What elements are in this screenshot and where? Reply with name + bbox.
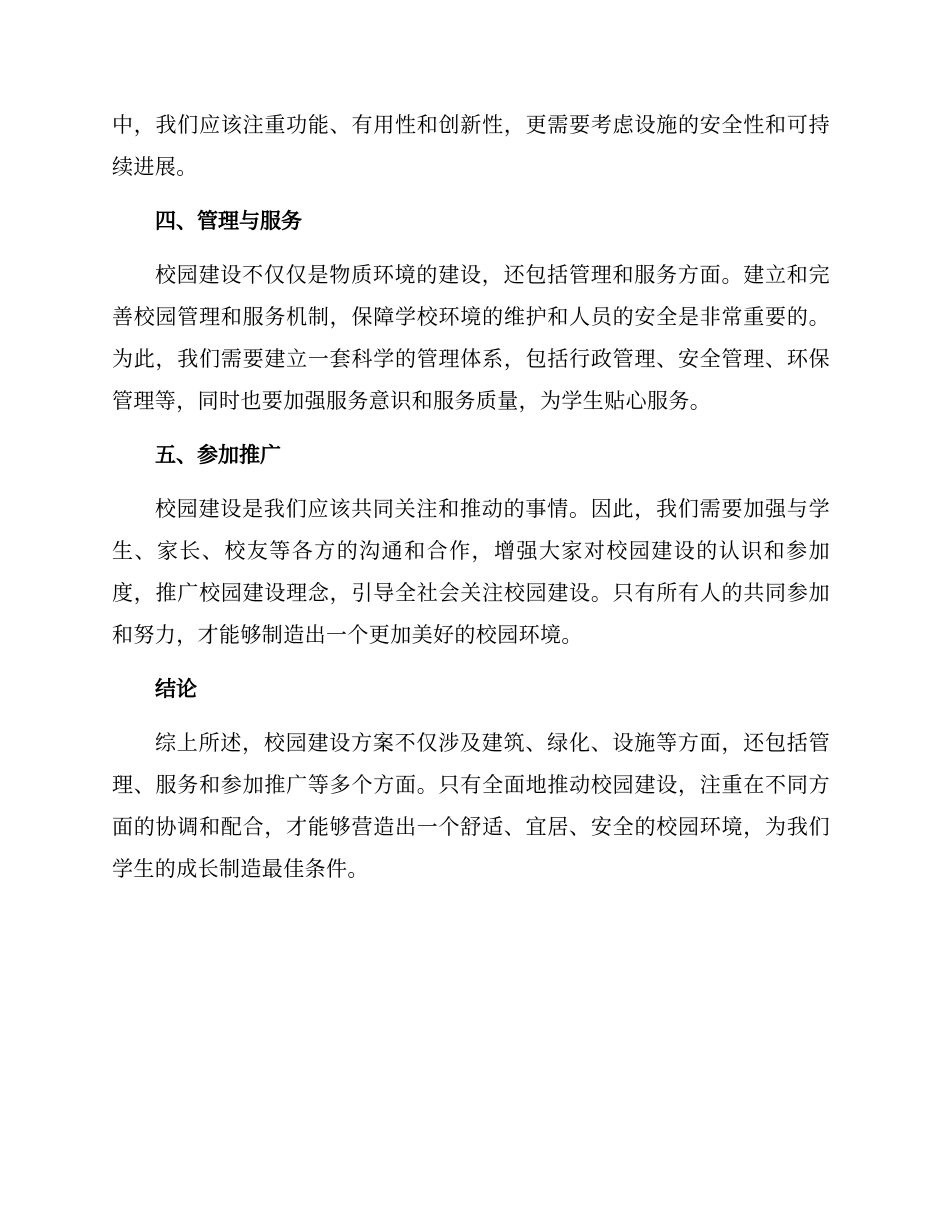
paragraph-management-service: 校园建设不仅仅是物质环境的建设，还包括管理和服务方面。建立和完善校园管理和服务机制，保障学校环境的维护和人员的安全是非常重要的。为此，我们需要建立一套科学的管理体系，包括行政管理、安全管理、环保管理等，同时也要加强服务意识和服务质量，为学生贴心服务。 xyxy=(112,263,830,413)
paragraph-conclusion: 综上所述，校园建设方案不仅涉及建筑、绿化、设施等方面，还包括管理、服务和参加推广等多个方面。只有全面地推动校园建设，注重在不同方面的协调和配合，才能够营造出一个舒适、宜居、安全的校园环境，为我们学生的成长制造最佳条件。 xyxy=(112,731,830,881)
section-heading-conclusion: 结论 xyxy=(155,677,197,701)
section-heading-management-service: 四、管理与服务 xyxy=(155,209,302,233)
paragraph-continued-facilities: 中，我们应该注重功能、有用性和创新性，更需要考虑设施的安全性和可持续进展。 xyxy=(112,113,830,179)
document-body xyxy=(112,104,830,890)
section-heading-participation-promotion: 五、参加推广 xyxy=(155,443,281,467)
paragraph-participation-promotion: 校园建设是我们应该共同关注和推动的事情。因此，我们需要加强与学生、家长、校友等各方的沟通和合作，增强大家对校园建设的认识和参加度，推广校园建设理念，引导全社会关注校园建设。只有所有人的共同参加和努力，才能够制造出一个更加美好的校园环境。 xyxy=(112,497,830,647)
